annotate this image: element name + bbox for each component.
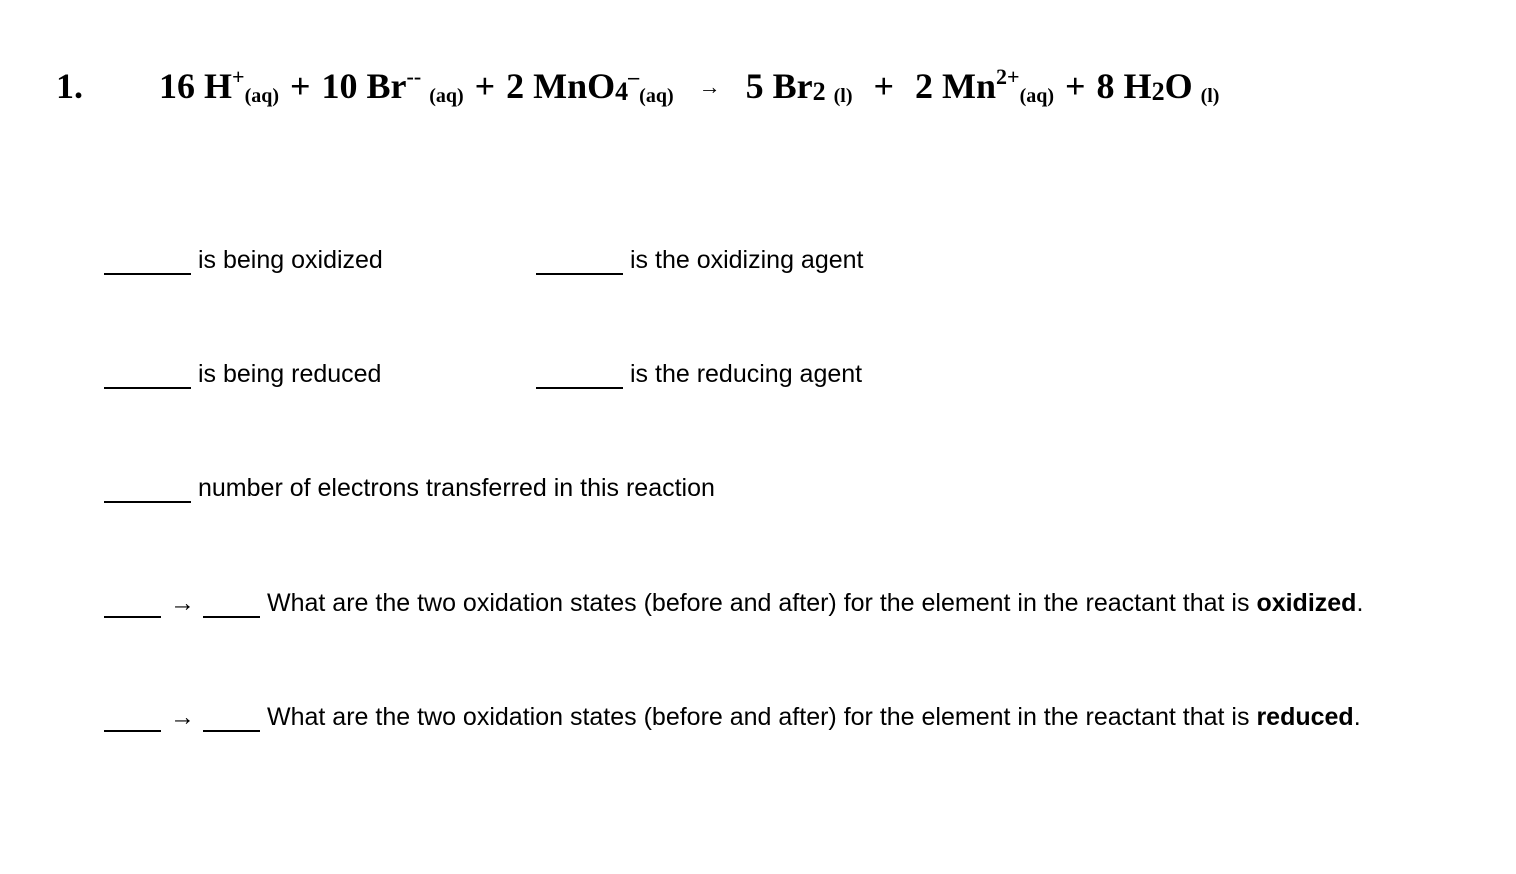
electrons-label: number of electrons transferred in this reaction <box>198 474 715 502</box>
question-text: What are the two oxidation states (before and after) for the element in the reactant that is <box>267 589 1257 617</box>
product-h2o-state: (l) <box>1200 85 1220 107</box>
reaction-arrow: → <box>698 74 721 99</box>
reactant-mno4: MnO <box>533 66 616 106</box>
reactant-h-state: (aq) <box>244 85 280 107</box>
oxidized-label: is being oxidized <box>198 246 383 274</box>
plus-sign: + <box>1065 66 1086 106</box>
reactant-br: Br <box>366 66 407 106</box>
question-number: 1. <box>56 66 83 106</box>
chemical-equation <box>159 64 1219 109</box>
reduced-label: is being reduced <box>198 360 382 388</box>
reactant-h-coef: 16 <box>159 66 195 106</box>
product-h2o-subscript: 2 <box>1151 77 1165 106</box>
product-h2o-h: H <box>1123 66 1152 106</box>
oxidizing-agent-blank[interactable] <box>536 273 623 275</box>
product-mn-state: (aq) <box>1019 85 1055 107</box>
reducing-agent-label: is the reducing agent <box>630 360 863 388</box>
period: . <box>1356 589 1364 617</box>
reducing-agent-blank[interactable] <box>536 387 623 389</box>
reactant-mno4-state: (aq) <box>639 85 674 107</box>
reactant-mno4-subscript: 4 <box>615 77 629 106</box>
reactant-br-state: (aq) <box>429 85 464 107</box>
reactant-mno4-coef: 2 <box>506 66 525 106</box>
period: . <box>1353 703 1361 731</box>
reactant-br-coef: 10 <box>321 66 358 106</box>
oxidized-after-blank[interactable] <box>203 616 260 618</box>
product-mn-charge: 2+ <box>996 64 1020 89</box>
oxidation-states-reduced-question <box>267 702 1361 732</box>
product-br2-state: (l) <box>833 85 853 107</box>
oxidized-before-blank[interactable] <box>104 616 161 618</box>
reduced-after-blank[interactable] <box>203 730 260 732</box>
product-br2-subscript: 2 <box>812 77 826 106</box>
oxidizing-agent-label: is the oxidizing agent <box>630 246 864 274</box>
oxidized-word: oxidized <box>1256 589 1357 617</box>
product-h2o-o: O <box>1164 66 1193 106</box>
product-br2-coef: 5 <box>745 66 764 106</box>
question-text: What are the two oxidation states (before and after) for the element in the reactant that is <box>267 703 1257 731</box>
plus-sign: + <box>290 66 311 106</box>
product-mn-coef: 2 <box>915 66 934 106</box>
reactant-mno4-charge: – <box>628 64 640 89</box>
oxidized-blank[interactable] <box>104 273 191 275</box>
reduced-before-blank[interactable] <box>104 730 161 732</box>
product-br2: Br <box>772 66 813 106</box>
oxidation-states-oxidized-question <box>267 588 1363 618</box>
reactant-h: H <box>204 66 233 106</box>
plus-sign: + <box>474 66 496 106</box>
reduced-word: reduced <box>1256 703 1354 731</box>
electrons-blank[interactable] <box>104 501 191 503</box>
plus-sign: + <box>873 66 895 106</box>
product-mn: Mn <box>942 66 997 106</box>
right-arrow-icon: → <box>170 703 195 731</box>
reactant-br-charge: -- <box>406 64 422 89</box>
reduced-blank[interactable] <box>104 387 191 389</box>
reactant-h-charge: + <box>232 64 245 89</box>
product-h2o-coef: 8 <box>1096 66 1115 106</box>
right-arrow-icon: → <box>170 589 195 617</box>
